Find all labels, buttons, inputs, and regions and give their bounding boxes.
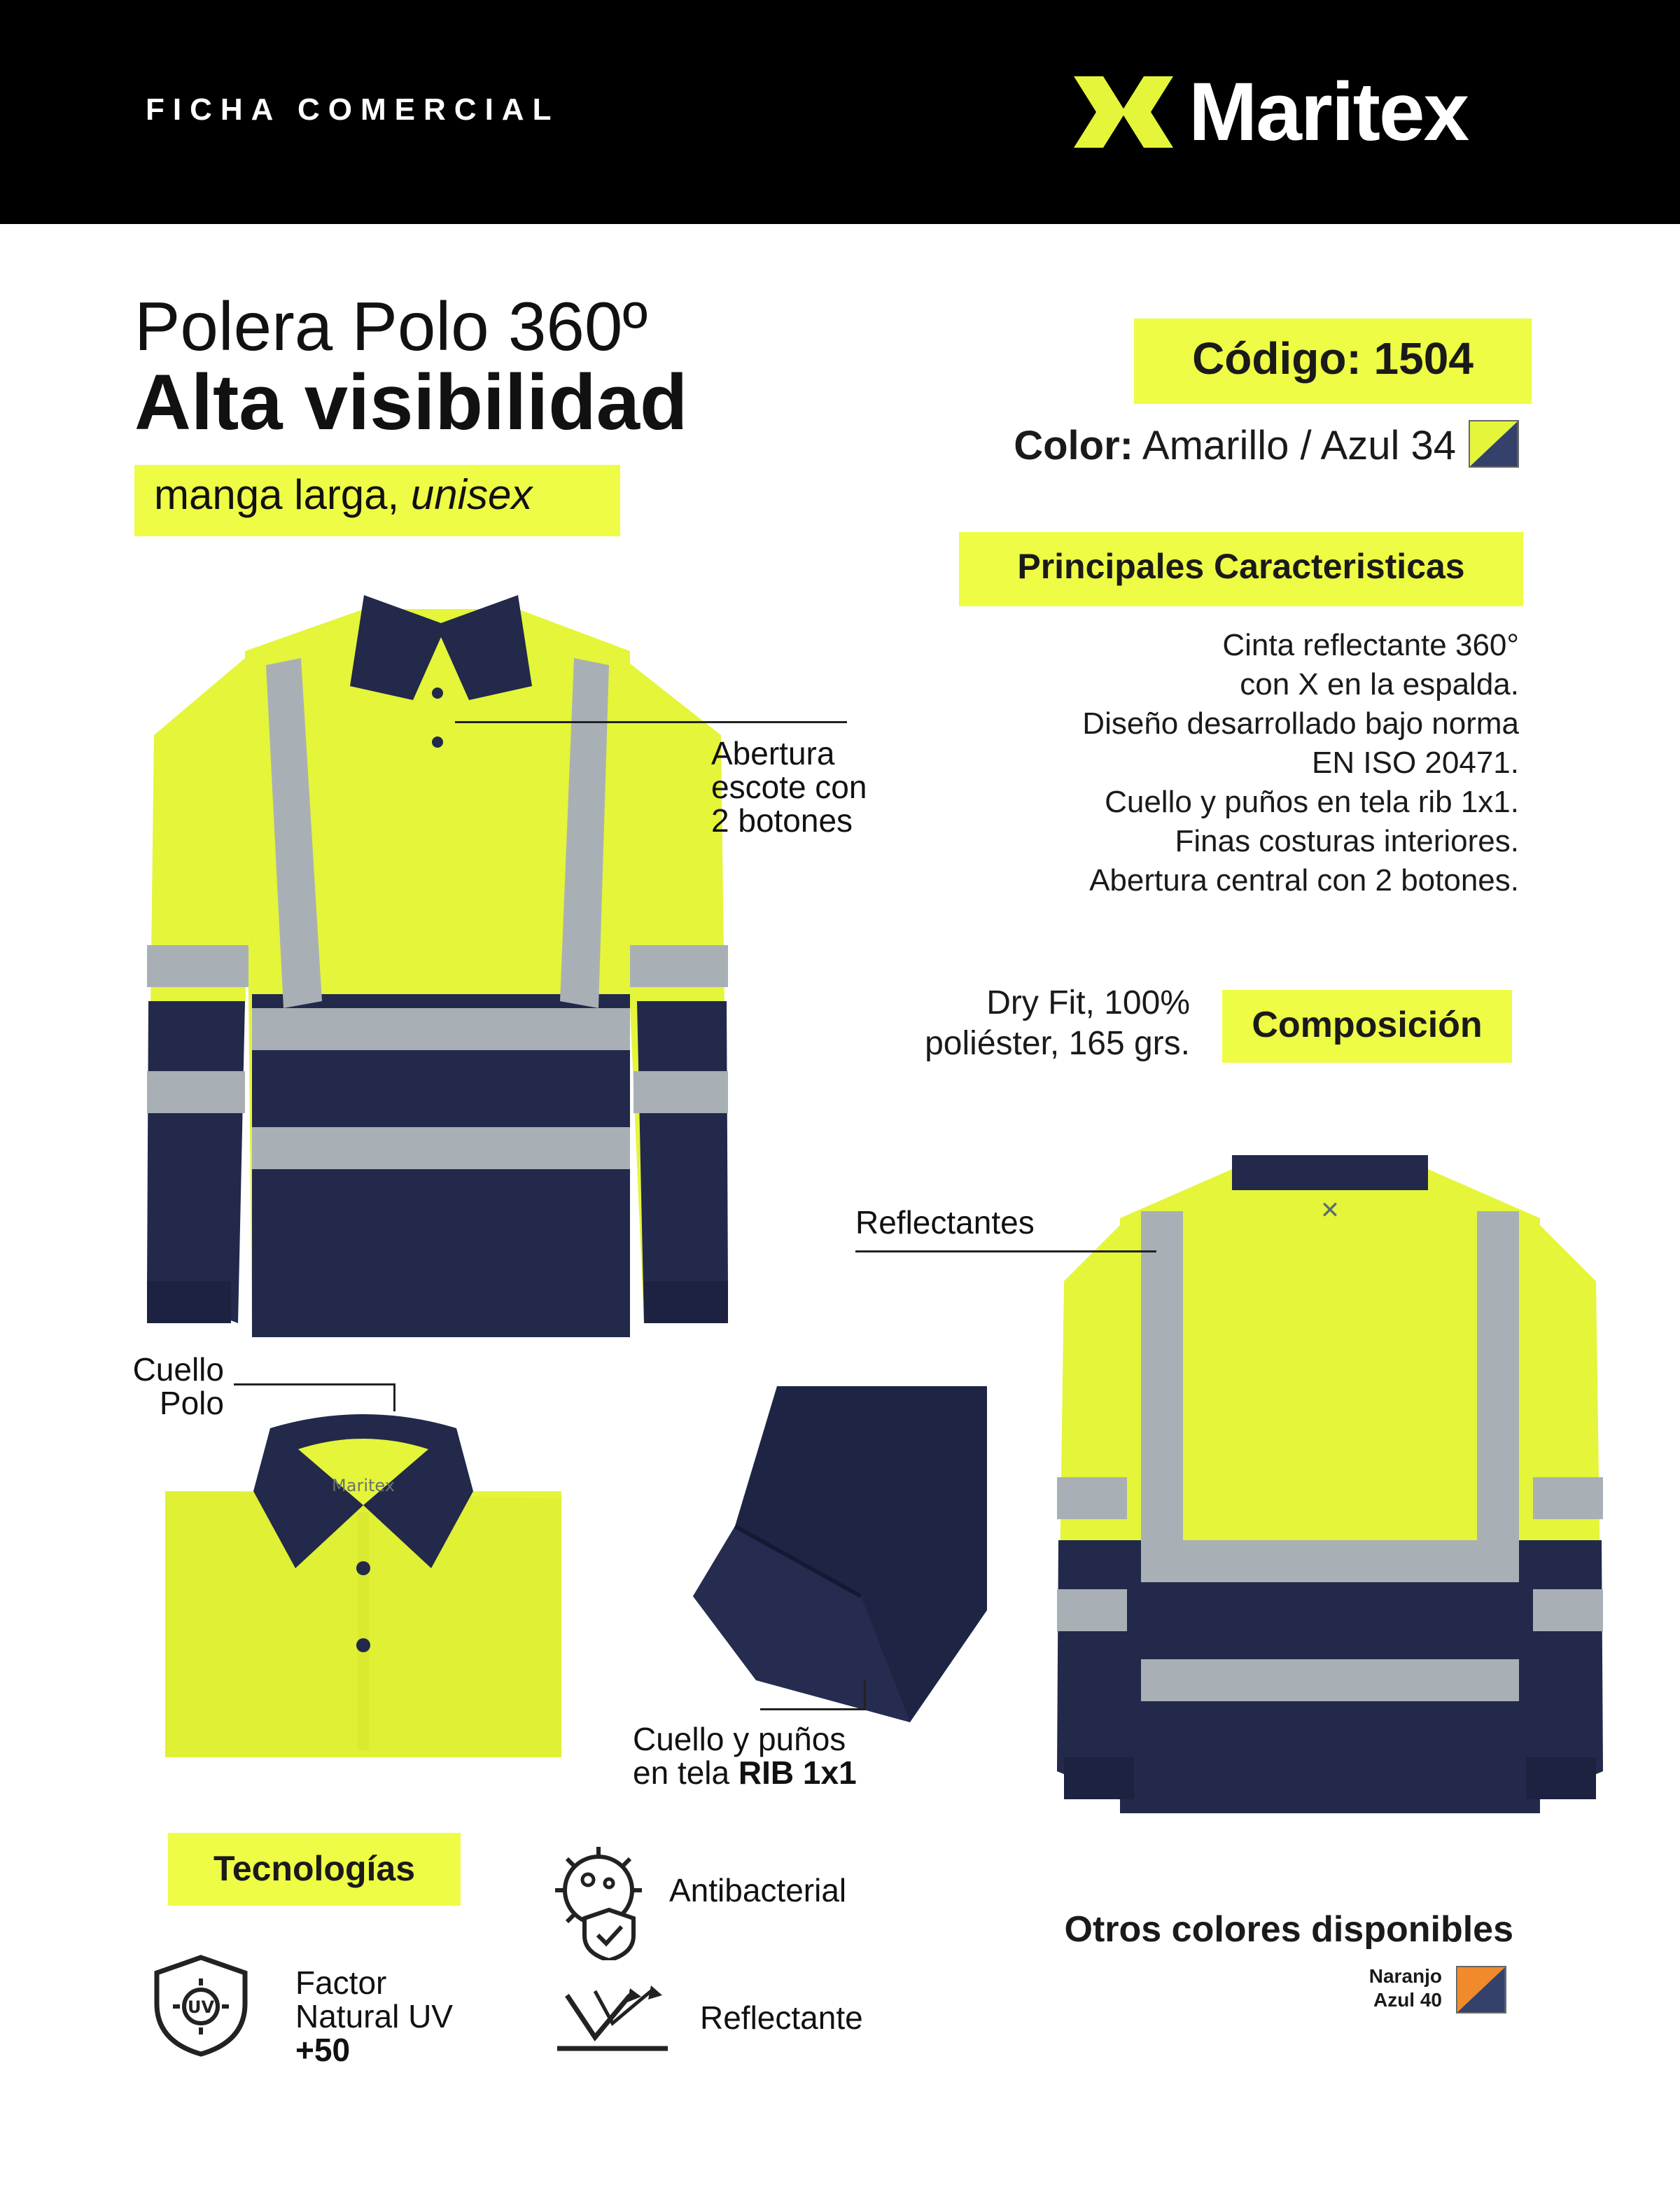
other-color-name: Naranjo Azul 40 [1368, 1965, 1442, 2011]
composition-line: Dry Fit, 100% [986, 984, 1190, 1021]
back-shirt-image [1050, 1141, 1610, 1834]
feature-line: EN ISO 20471. [1312, 746, 1519, 780]
svg-text:UV: UV [187, 1997, 215, 2017]
callout-reflectantes: Reflectantes [855, 1204, 1035, 1241]
product-subtitle: manga larga, unisex [154, 471, 533, 518]
brand-wordmark: Maritex [1189, 66, 1469, 158]
product-title-line2: Alta visibilidad [134, 358, 688, 446]
feature-line: Abertura central con 2 botones. [1089, 863, 1519, 898]
callout-line-reflectantes [855, 1250, 1156, 1252]
product-code: Código: 1504 [1192, 333, 1474, 384]
feature-line: Diseño desarrollado bajo norma [1082, 706, 1519, 741]
collar-detail-image [165, 1407, 561, 1757]
maritex-x-icon [1071, 74, 1176, 151]
tech-uv-label: Factor Natural UV +50 [295, 1964, 453, 2068]
color-swatch-orange-navy [1456, 1966, 1506, 2013]
technologies-title: Tecnologías [213, 1849, 415, 1888]
feature-line: Finas costuras interiores. [1175, 824, 1519, 858]
callout-line-cuello-h [234, 1383, 395, 1385]
tech-reflectante-label: Reflectante [700, 1999, 863, 2036]
virus-shield-icon [546, 1841, 651, 1960]
uv-shield-icon [148, 1953, 253, 2058]
brand-logo [1071, 66, 1469, 158]
header-label: FICHA COMERCIAL [146, 92, 560, 127]
other-colors-title: Otros colores disponibles [1064, 1909, 1513, 1950]
cuff-detail-image [693, 1386, 987, 1750]
feature-line: Cinta reflectante 360° [1222, 628, 1519, 662]
feature-line: Cuello y puños en tela rib 1x1. [1105, 785, 1519, 819]
reflect-arrows-icon [553, 1981, 672, 2058]
callout-line-rib-h [760, 1708, 865, 1710]
product-title-line1: Polera Polo 360º [134, 288, 648, 365]
callout-line-abertura [455, 721, 847, 723]
composition-title: Composición [1252, 1005, 1483, 1045]
features-title: Principales Caracteristicas [1017, 547, 1465, 586]
callout-rib: Cuello y puños en tela RIB 1x1 [633, 1721, 857, 1791]
front-shirt-image [140, 581, 742, 1351]
svg-text:✕: ✕ [1320, 1196, 1340, 1224]
callout-abertura: Abertura escote con 2 botones [711, 735, 867, 839]
svg-text:Maritex: Maritex [332, 1476, 395, 1495]
color-swatch-yellow-navy [1469, 420, 1519, 468]
composition-line: poliéster, 165 grs. [925, 1025, 1190, 1062]
features-list [910, 626, 1519, 900]
callout-cuello-polo: Cuello Polo [132, 1351, 224, 1421]
callout-line-rib-v [864, 1680, 866, 1710]
composition-text [826, 983, 1190, 1064]
product-color: Color: Amarillo / Azul 34 [1014, 423, 1456, 468]
tech-antibacterial-label: Antibacterial [669, 1872, 847, 1908]
feature-line: con X en la espalda. [1240, 667, 1519, 701]
